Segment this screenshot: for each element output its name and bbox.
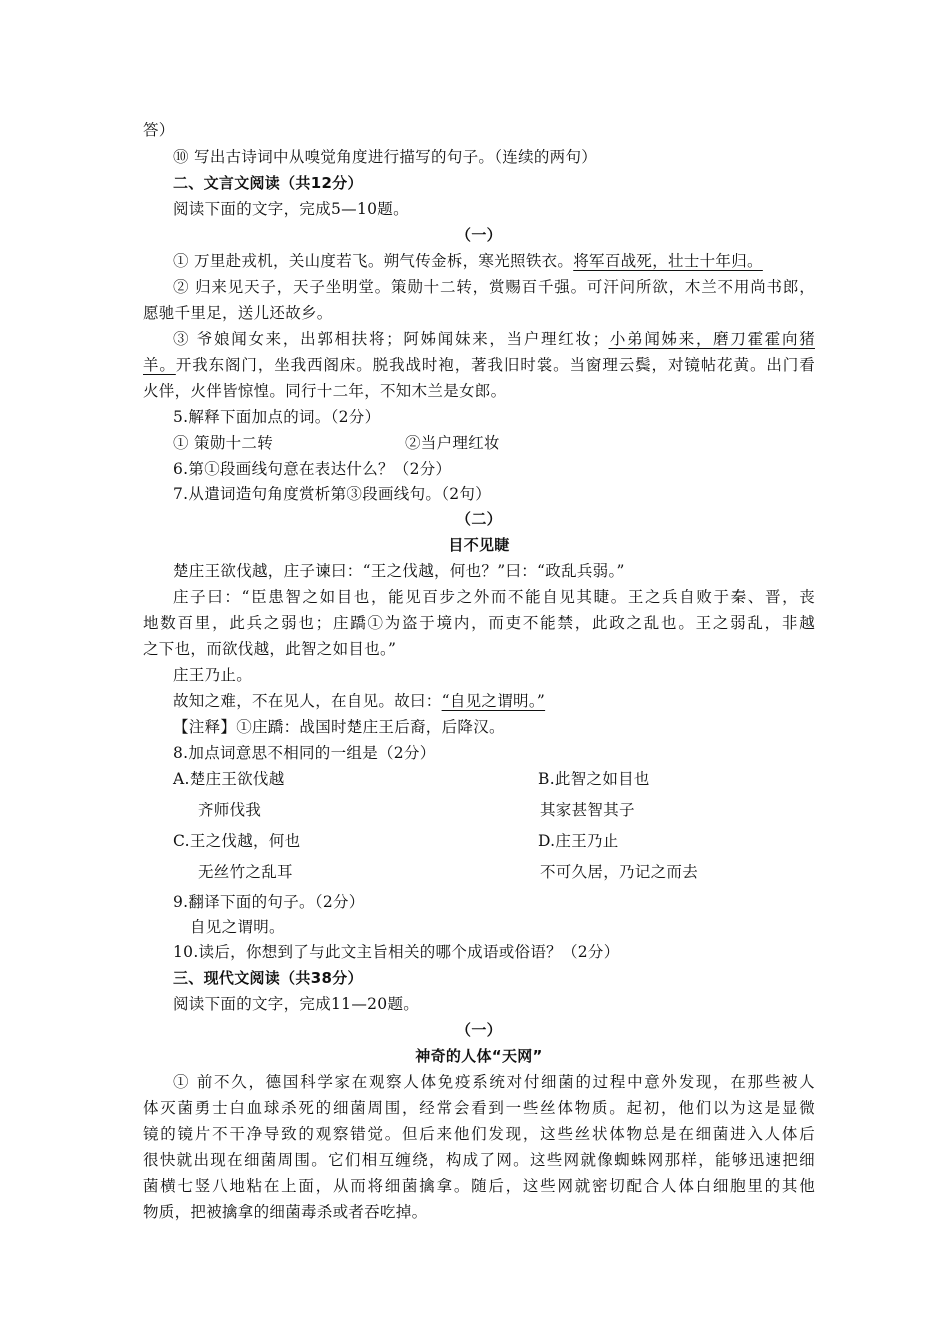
option-d-compare: 不可久居，乃记之而去 xyxy=(540,863,699,881)
question-9: 9.翻译下面的句子。（2分） xyxy=(173,893,365,911)
article-paragraph xyxy=(173,690,815,712)
poem-paragraph-3 xyxy=(173,328,815,350)
instruction: 阅读下面的文字，完成11—20题。 xyxy=(173,995,420,1013)
underlined-sentence: 将军百战死，壮士十年归。 xyxy=(573,252,763,270)
question-10: ⑩ 写出古诗词中从嗅觉角度进行描写的句子。（连续的两句） xyxy=(173,148,598,166)
question-10: 10.读后，你想到了与此文主旨相关的哪个成语或俗语？（2分） xyxy=(173,943,620,961)
article-paragraph-cont: 体灭菌勇士白血球杀死的细菌周围，经常会看到一些丝体物质。起初，他们以为这是显微 xyxy=(143,1099,815,1117)
option-c-compare: 无丝竹之乱耳 xyxy=(198,863,293,881)
poem-text: ③ 爷娘闻女来，出郭相扶将；阿姊闻妹来，当户理红妆； xyxy=(173,330,609,348)
poem-paragraph-2-cont: 愿驰千里足，送儿还故乡。 xyxy=(143,304,333,322)
option-c: C.王之伐越，何也 xyxy=(173,832,301,850)
article-paragraph-end: 物质，把被擒拿的细菌毒杀或者吞吃掉。 xyxy=(143,1203,428,1221)
underlined-sentence: “自见之谓明。” xyxy=(441,692,546,710)
question-6: 6.第①段画线句意在表达什么？（2分） xyxy=(173,460,452,478)
article-paragraph-cont: 镜的镜片不干净导致的观察错觉。但后来他们发现，这些丝状体物总是在细菌进入人体后 xyxy=(143,1125,815,1143)
poem-paragraph-3-cont xyxy=(143,354,815,376)
article-title: 神奇的人体“天网” xyxy=(415,1047,543,1065)
section-heading-modern: 三、现代文阅读（共38分） xyxy=(173,969,363,987)
option-a-compare: 齐师伐我 xyxy=(198,801,262,819)
question-9-sentence: 自见之谓明。 xyxy=(190,918,285,936)
option-d: D.庄王乃止 xyxy=(538,832,619,850)
poem-text: ① 万里赴戎机，关山度若飞。朔气传金柝，寒光照铁衣。 xyxy=(173,252,574,270)
poem-paragraph-3-end: 火伴，火伴皆惊惶。同行十二年，不知木兰是女郎。 xyxy=(143,382,507,400)
poem-text: 开我东阁门，坐我西阁床。脱我战时袍，著我旧时裳。当窗理云鬓，对镜帖花黄。出门看 xyxy=(175,356,815,374)
underlined-sentence-end: 羊。 xyxy=(143,356,176,374)
option-a: A.楚庄王欲伐越 xyxy=(173,770,285,788)
question-8: 8.加点词意思不相同的一组是（2分） xyxy=(173,744,436,762)
poem-paragraph-1 xyxy=(173,250,815,272)
article-paragraph-cont: 地数百里，此兵之弱也；庄蹻①为盗于境内，而吏不能禁，此政之乱也。王之弱乱，非越 xyxy=(143,614,815,632)
article-paragraph: ① 前不久，德国科学家在观察人体免疫系统对付细菌的过程中意外发现，在那些被人 xyxy=(173,1073,815,1091)
section-heading-classical: 二、文言文阅读（共12分） xyxy=(173,174,363,192)
question-5-item-1: ① 策勋十二转 xyxy=(173,434,274,452)
annotation: 【注释】①庄蹻：战国时楚庄王后裔，后降汉。 xyxy=(173,718,505,736)
article-paragraph: 庄王乃止。 xyxy=(173,666,253,684)
text-line: 答） xyxy=(143,121,175,139)
article-paragraph: 庄子曰：“臣患智之如目也，能见百步之外而不能自见其睫。王之兵自败于秦、晋，丧 xyxy=(173,588,815,606)
part-heading-2: （二） xyxy=(456,510,502,528)
part-heading-1: （一） xyxy=(456,226,502,244)
article-title: 目不见睫 xyxy=(448,536,510,554)
article-paragraph-cont: 很快就出现在细菌周围。它们相互缠绕，构成了网。这些网就像蜘蛛网那样，能够迅速把细 xyxy=(143,1151,815,1169)
article-paragraph-end: 之下也，而欲伐越，此智之如目也。” xyxy=(143,640,397,658)
underlined-sentence: 小弟闻姊来，磨刀霍霍向猪 xyxy=(608,330,815,348)
instruction: 阅读下面的文字，完成5—10题。 xyxy=(173,200,409,218)
option-b: B.此智之如目也 xyxy=(538,770,650,788)
part-heading-1: （一） xyxy=(456,1021,502,1039)
article-paragraph: 楚庄王欲伐越，庄子谏曰：“王之伐越，何也？”曰：“政乱兵弱。” xyxy=(173,562,625,580)
article-paragraph-cont: 菌横七竖八地粘在上面，从而将细菌擒拿。随后，这些网就密切配合人体白细胞里的其他 xyxy=(143,1177,815,1195)
question-5-item-2: ②当户理红妆 xyxy=(405,434,500,452)
question-5: 5.解释下面加点的词。（2分） xyxy=(173,408,381,426)
poem-paragraph-2: ② 归来见天子，天子坐明堂。策勋十二转，赏赐百千强。可汗问所欲，木兰不用尚书郎， xyxy=(173,278,815,296)
article-text: 故知之难，不在见人，在自见。故曰： xyxy=(173,692,442,710)
question-7: 7.从遣词造句角度赏析第③段画线句。（2句） xyxy=(173,485,492,503)
option-b-compare: 其家甚智其子 xyxy=(540,801,635,819)
